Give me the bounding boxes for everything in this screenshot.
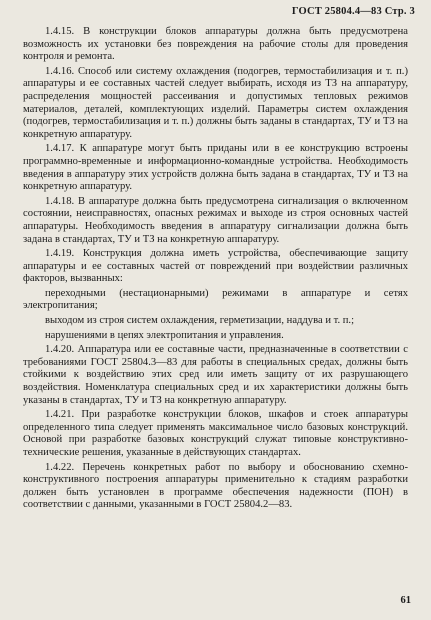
clause-1-4-22: 1.4.22. Перечень конкретных работ по выбору и обоснованию схемно-конструктивного построения аппаратуры применительно к стадиям разработки должен быть установлен в программе обеспечения надежности (ПОН) в соответствии с данными, указанными в ГОСТ 25804.2—83.: [23, 461, 408, 511]
clause-1-4-16: 1.4.16. Способ или систему охлаждения (подогрев, термостабилизация и т. п.) аппаратуры и ее составных частей следует выбирать, исходя из ТЗ на аппаратуру, распределения мощностей рассеивания и допустимых тепловых режимов материалов, деталей, комплектующих изделий. Параметры систем охлаждения (подогрев, термостабилизация и т. п.) должны быть заданы в стандартах, ТУ и ТЗ на конкретную аппаратуру.: [23, 65, 408, 140]
list-item: нарушениями в цепях электропитания и управления.: [45, 329, 284, 341]
list-item: выходом из строя систем охлаждения, герметизации, наддува и т. п.;: [45, 315, 355, 327]
list-item: переходными (нестационарными) режимами в аппаратуре и сетях электропитания;: [23, 287, 408, 312]
clause-1-4-18: 1.4.18. В аппаратуре должна быть предусмотрена сигнализация о включенном состоянии, неисправностях, опасных режимах и выходе из строя основных частей аппаратуры. Необходимость введения в аппаратуру сигнализации должна быть задана в стандартах, ТУ и ТЗ на конкретную аппаратуру.: [23, 195, 408, 245]
clause-1-4-21: 1.4.21. При разработке конструкции блоков, шкафов и стоек аппаратуры определенного типа следует применять максимальное число базовых конструкций. Основой при разработке базовых конструкций служат типовые конструктивно-технические решения, указанные в действующих стандартах.: [23, 409, 408, 458]
page-number: 61: [400, 595, 411, 606]
body-text: [23, 26, 408, 514]
clause-1-4-19: 1.4.19. Конструкция должна иметь устройства, обеспечивающие защиту аппаратуры и ее составных частей от повреждений при воздействии различных факторов, вызванных:: [23, 248, 408, 285]
clause-1-4-17: 1.4.17. К аппаратуре могут быть приданы или в ее конструкцию встроены программно-временные и информационно-командные устройства. Необходимость введения в аппаратуру этих устройств должна быть задана в стандартах, ТУ и ТЗ на конкретную аппаратуру.: [23, 143, 408, 193]
clause-1-4-15: 1.4.15. В конструкции блоков аппаратуры должна быть предусмотрена возможность их установки без повреждения на рабочие столы для проведения контроля и ремонта.: [23, 26, 408, 63]
running-header: ГОСТ 25804.4—83 Стр. 3: [291, 6, 415, 17]
clause-1-4-20: 1.4.20. Аппаратура или ее составные части, предназначенные в соответствии с требованиями ГОСТ 25804.3—83 для работы в специальных средах, должны быть стойкими к воздействию этих сред или иметь защиту от их разрушающего воздействия. Номенклатура специальных сред и их характеристики должны быть указаны в стандартах, ТУ и ТЗ на конкретную аппаратуру.: [23, 344, 408, 406]
